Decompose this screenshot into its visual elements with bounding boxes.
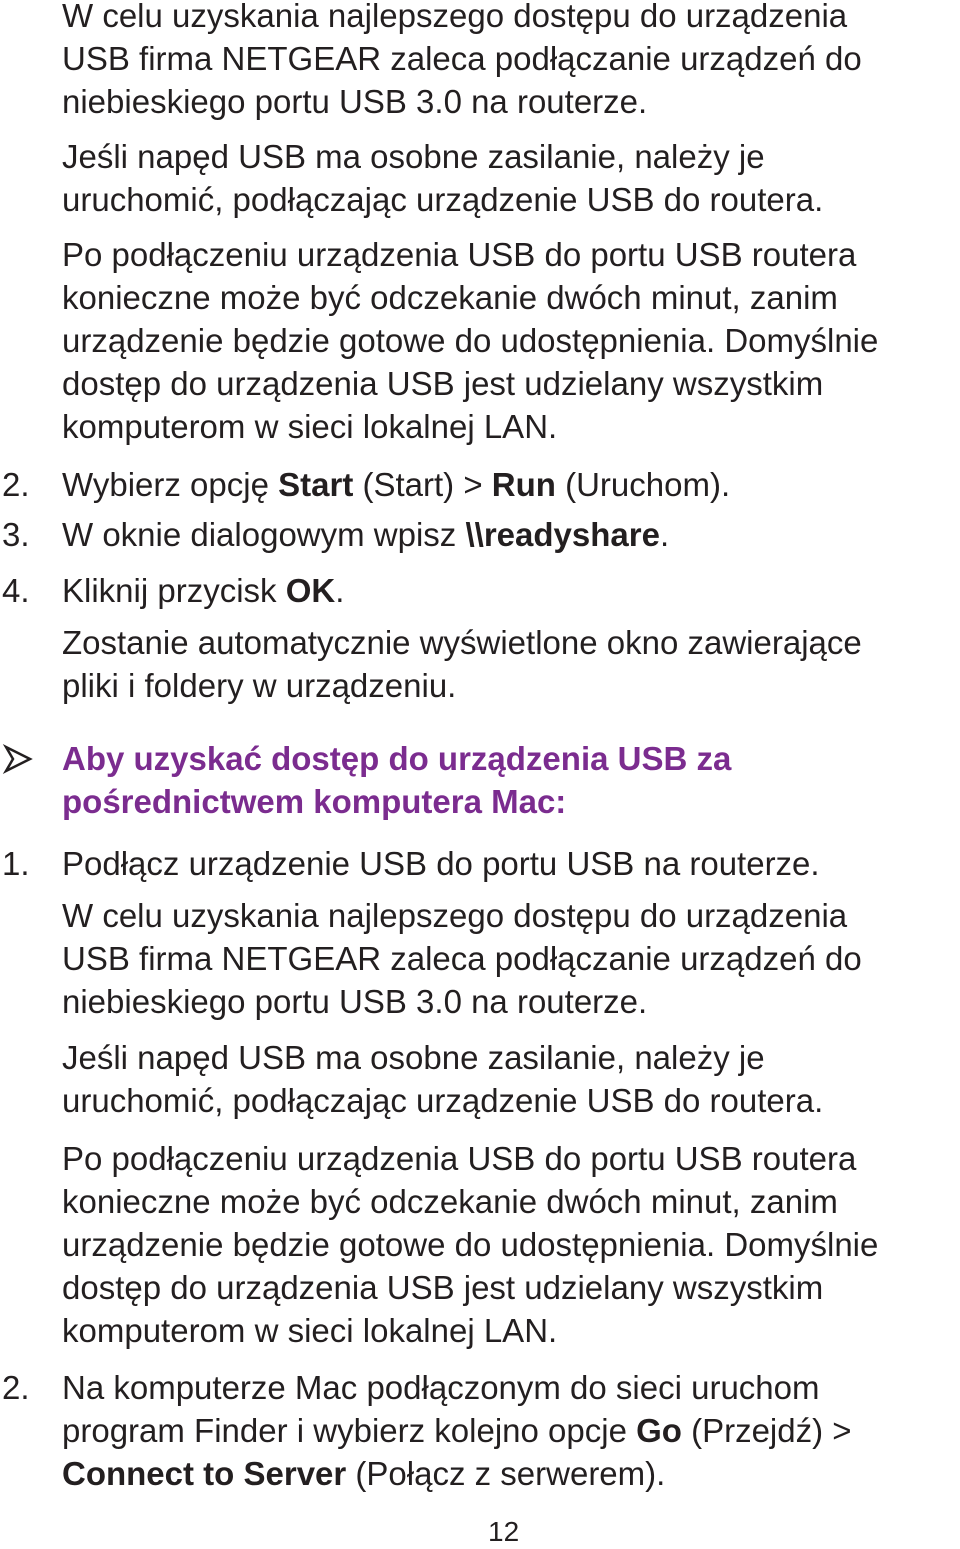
text-line: Jeśli napęd USB ma osobne zasilanie, należy je [62, 1039, 765, 1076]
menu-term: Start [278, 466, 354, 503]
section-heading: Aby uzyskać dostęp do urządzenia USB za [62, 740, 732, 777]
text-line: niebieskiego portu USB 3.0 na routerze. [62, 83, 648, 120]
step-number: 3. [2, 516, 30, 553]
step-text: Na komputerze Mac podłączonym do sieci uruchom [62, 1369, 820, 1406]
text-line: niebieskiego portu USB 3.0 na routerze. [62, 983, 648, 1020]
text-line: Po podłączeniu urządzenia USB do portu USB routera [62, 236, 857, 273]
step-number: 1. [2, 845, 30, 882]
text-line: Jeśli napęd USB ma osobne zasilanie, należy je [62, 138, 765, 175]
text-line: uruchomić, podłączając urządzenie USB do routera. [62, 181, 824, 218]
text-line: dostęp do urządzenia USB jest udzielany wszystkim [62, 365, 824, 402]
text-line: komputerom w sieci lokalnej LAN. [62, 1312, 558, 1349]
step-text: Podłącz urządzenie USB do portu USB na routerze. [62, 845, 820, 882]
button-term: OK [285, 572, 336, 609]
text-line: USB firma NETGEAR zaleca podłączanie urządzeń do [62, 940, 862, 977]
step-text: Connect to Server (Połącz z serwerem). [62, 1455, 666, 1492]
text-line: Po podłączeniu urządzenia USB do portu USB routera [62, 1140, 857, 1177]
text-line: dostęp do urządzenia USB jest udzielany wszystkim [62, 1269, 824, 1306]
text-line: konieczne może być odczekanie dwóch minut, zanim [62, 279, 838, 316]
command-term: \\readyshare [465, 516, 660, 553]
step-text: Wybierz opcję Start (Start) > Run (Uruchom). [62, 466, 731, 503]
step-number: 2. [2, 466, 30, 503]
menu-term: Run [491, 466, 556, 503]
text-line: pliki i foldery w urządzeniu. [62, 667, 457, 704]
text-line: konieczne może być odczekanie dwóch minut, zanim [62, 1183, 838, 1220]
text-line: urządzenie będzie gotowe do udostępnienia. Domyślnie [62, 322, 879, 359]
text-line: komputerom w sieci lokalnej LAN. [62, 408, 558, 445]
text-line: Zostanie automatycznie wyświetlone okno zawierające [62, 624, 862, 661]
step-number: 4. [2, 572, 30, 609]
text-line: W celu uzyskania najlepszego dostępu do urządzenia [62, 897, 848, 934]
section-heading: pośrednictwem komputera Mac: [62, 783, 567, 820]
menu-term: Go [636, 1412, 682, 1449]
text-line: uruchomić, podłączając urządzenie USB do routera. [62, 1082, 824, 1119]
arrow-bullet-icon [2, 744, 34, 774]
text-line: USB firma NETGEAR zaleca podłączanie urządzeń do [62, 40, 862, 77]
step-number: 2. [2, 1369, 30, 1406]
text-line: W celu uzyskania najlepszego dostępu do urządzenia [62, 0, 848, 34]
menu-term: Connect to Server [62, 1455, 347, 1492]
step-text: Kliknij przycisk OK. [62, 572, 345, 609]
step-text: program Finder i wybierz kolejno opcje Go (Przejdź) > [62, 1412, 852, 1449]
step-text: W oknie dialogowym wpisz \\readyshare. [62, 516, 670, 553]
text-line: urządzenie będzie gotowe do udostępnienia. Domyślnie [62, 1226, 879, 1263]
page-number: 12 [488, 1516, 520, 1547]
